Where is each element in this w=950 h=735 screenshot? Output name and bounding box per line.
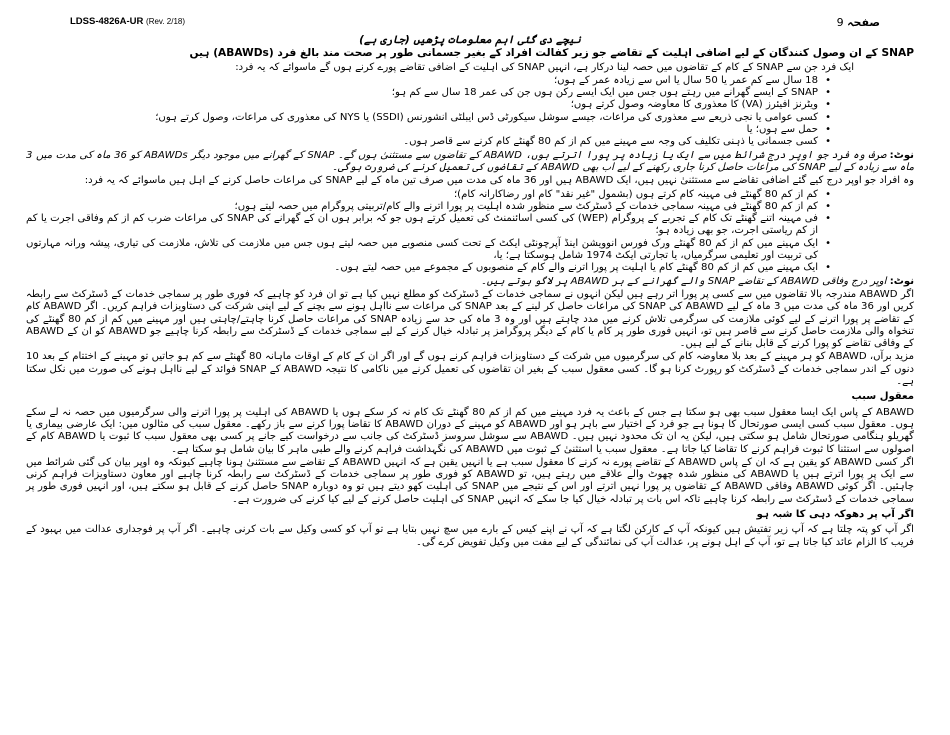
note-text: اوپر درج وفاقی ABAWD کے تقاضے SNAP والے گھرانے کے ہر ABAWD پر لاگو ہوتے ہیں۔ — [480, 275, 887, 287]
page-number-value: 9 — [836, 16, 844, 29]
paragraph-good-cause-1: ABAWD کے پاس ایک ایسا معقول سبب بھی ہو سکتا ہے جس کے باعث یہ فرد مہینے میں کم از کم 80 گھنٹے تک کام نہ کر سکے ہوں یا ABAWD کی اہلیت پر پورا اترنے والی سرگرمیوں میں حصہ نہ لے سکے ہوں۔ معقول سبب کسی ایسی صورتحال کا ہونا ہے جو فرد کے اختیار سے باہر ہو اور ABAWD کو مہینے کے دوران ABAWD کا تقاضا پورا کرنے سے باز رکھے۔ معقول سبب کی مثالوں میں: ایک عارضی بیماری یا گھریلو ہنگامی صورتحال شامل ہو سکتی ہیں، لیکن یہ ان تک محدود نہیں ہیں۔ ABAWD سے سوشل سروسز ڈسٹرکٹ کی جانب سے درخواست کیے جانے پر کسی بھی معقول سبب کا ثبوت یا ABAWD کام کے اصولوں سے استثنا کا ثبوت فراہم کرنے کا تقاضا کیا جاتا ہے۔ معقول سبب یا استثنیٰ کے ثبوت میں ABAWD کی نگہداشت فراہم کرنے والے طبی ماہر کا بیان شامل ہو سکتا ہے۔ — [26, 406, 914, 455]
requirement-item: • فی مہینہ اتنے گھنٹے تک کام کے تجربے کے پروگرام (WEP) کی کسی اسائنمنٹ کی تعمیل کرتے ہوں جو کہ برابر ہوں ان کے گھرانے کی SNAP کی مراعات ضرب کم از کم وفاقی اجرت یا کم از کم ریاستی اجرت، جو بھی زیادہ ہو؛ — [26, 213, 818, 238]
note-applicability — [26, 276, 914, 288]
requirements-list — [26, 189, 914, 275]
exemption-item: • حمل سے ہوں؛ یا — [26, 124, 818, 136]
page-number-label: صفحہ — [847, 16, 880, 29]
note-exemptions — [26, 150, 914, 175]
note-text: صرف وہ فرد جو اوپر درج شرائط میں سے ایک یا زیادہ پر پورا اترتے ہوں، ABAWD کے تقاضوں سے مستثنیٰ ہوں گے۔ SNAP کے گھرانے میں موجود دیگر ABAWDs کو 36 ماہ کی مدت میں 3 ماہ سے زیادہ کے لیے SNAP کی مراعات حاصل کرنا جاری رکھنے کے لیے اب بھی ABAWD کے تقاضوں کی تعمیل کرنے کی ضرورت ہوگی۔ — [26, 149, 914, 173]
section-title: SNAP کے ان وصول کنندگان کے لیے اضافی اہلیت کے تقاضے جو زیر کفالت افراد کے بغیر جسمانی طور پر صحت مند بالغ فرد (ABAWDs) ہیں — [189, 47, 914, 60]
requirements-intro: وہ افراد جو اوپر درج کیے گئے اضافی تقاضے سے مستثنیٰ نہیں ہیں، ایک ABAWD ہیں اور 36 ماہ کی مدت میں صرف تین ماہ کے لیے SNAP کی مراعات حاصل کرنے کے اہل ہیں ماسوائے کہ یہ فرد: — [84, 175, 914, 187]
requirement-item: • ایک مہینے میں کم از کم 80 گھنٹے ورک فورس انوویشن اینڈ آپرچونٹی ایکٹ کے تحت کسی منصوبے میں حصہ لیتے ہوں جس میں ملازمت کی تلاش، ملازمت کی تیاری، پیشہ ورانہ مہارتوں کی تربیت اور تعلیمی سرگرمیاں، یا تجارتی ایکٹ 1974 شامل ہوسکتا ہے؛ یا، — [26, 238, 818, 263]
heading-good-cause: معقول سبب — [851, 391, 914, 403]
paragraph-compliance: اگر ABAWD مندرجہ بالا تقاضوں میں سے کسی پر پورا اتر رہے ہیں لیکن انہوں نے سماجی خدمات کے ڈسٹرکٹ کو مطلع نہیں کیا ہے تو ان فرد کو چاہیے کہ فوری طور پر سماجی خدمات کے ڈسٹرکٹ سے رابطہ کریں اور 36 ماہ کی مدت میں 3 ماہ کے لیے ABAWD کی SNAP کی مراعات حاصل کر لینے کے بعد SNAP کی مراعات سے نااہل ہونے سے بچنے کے لیے اپنی شرکت کی دستاویزات فراہم کریں۔ اگر ABAWD کام کے تقاضے پر پورا اترنے کے لیے کوئی ملازمت کی سرگرمی تلاش کرنے میں مدد چاہتے ہیں اور وہ 3 ماہ کی حد سے زیادہ SNAP کی مراعات حاصل کرنا چاہتے/چاہتی ہیں اور مہینے میں کم از کم 80 گھنٹے کی تنخواہ والی ملازمت حاصل کرنے سے قاصر ہیں تو، انہیں فوری طور پر کام یا کام کے دیگر پروگرامز پر تبادلہ خیال کرنے کے لیے سماجی خدمات کے ڈسٹرکٹ سے رابطہ کرنا چاہیے جو ABAWD کو ان کے ABAWD کے وفاقی تقاضے کو پورا کرنے کے قابل بنانے کے لیے ہیں۔ — [26, 288, 914, 350]
page-number — [837, 16, 880, 29]
requirement-item: • ایک مہینے میں کم از کم 80 گھنٹے کام یا اہلیت پر پورا اترنے والے کام کے منصوبوں کے مجموعے میں حصہ لیتے ہوں۔ — [26, 262, 818, 274]
document-subtitle: نیچے دی گئی اہم معلومات پڑھیں (جاری ہے) — [359, 34, 581, 46]
page-header — [70, 16, 880, 34]
requirement-item: • کم از کم 80 گھنٹے فی مہینہ کام کرتے ہوں (بشمول "غیر نقد" کام اور رضاکارانہ کام)؛ — [26, 189, 818, 201]
exemption-item: • 18 سال سے کم عمر یا 50 سال یا اس سے زیادہ عمر کے ہوں؛ — [26, 75, 818, 87]
paragraph-fraud: اگر آپ کو پتہ چلتا ہے کہ آپ زیر تفتیش ہیں کیونکہ آپ کے کارکن لگتا ہے کہ آپ نے اپنے کیس کے بارے میں سچ نہیں بتایا ہے تو آپ کو کسی وکیل سے بات کرنی چاہیے۔ اگر آپ پر فوجداری عدالت میں بہبود کے فریب کا الزام عائد کیا جاتا ہے تو، آپ کے اہل ہونے پر، عدالت آپ کی نمائندگی کے لیے مفت میں وکیل تفویض کرے گی۔ — [26, 524, 914, 548]
document-body — [26, 34, 914, 550]
form-identifier — [70, 16, 185, 27]
form-id-code: LDSS-4826A-UR — [70, 16, 144, 27]
exemption-intro: ایک فرد جن سے SNAP کے کام کے تقاضوں میں حصہ لینا درکار ہے، انہیں SNAP کی اہلیت کے اضافی تقاضے پورے کرنے ہوں گے ماسوائے کہ یہ فرد: — [235, 61, 854, 73]
requirement-item: • کم از کم 80 گھنٹے فی مہینہ سماجی خدمات کے ڈسٹرکٹ سے منظور شدہ اہلیت پر پورا اترنے والے کام/تربیتی پروگرام میں حصہ لیتے ہوں؛ — [26, 201, 818, 213]
form-revision: (Rev. 2/18) — [146, 17, 186, 26]
exemption-list — [26, 75, 914, 149]
exemption-item: • ویٹرنز افیئرز (VA) کا معذوری کا معاوضہ وصول کرتے ہوں؛ — [26, 99, 818, 111]
note-label: نوٹ: — [889, 149, 914, 161]
note-label: نوٹ: — [889, 275, 914, 287]
heading-fraud: اگر آپ پر دھوکہ دہی کا شبہ ہو — [756, 508, 914, 520]
exemption-item: • SNAP کے ایسے گھرانے میں رہتے ہوں جس میں ایک ایسے رکن ہوں جن کی عمر 18 سال سے کم ہو؛ — [26, 87, 818, 99]
exemption-item: • کسی عوامی یا نجی ذریعے سے معذوری کی مراعات، جیسے سوشل سیکورٹی ڈس ایبلٹی انشورنس (SSDI) یا NYS کی معذوری کی مراعات، وصول کرتے ہوں؛ — [26, 112, 818, 124]
exemption-item: • کسی جسمانی یا ذہنی تکلیف کی وجہ سے مہینے میں کم از کم 80 گھنٹے کام کرنے سے قاصر ہوں۔ — [26, 136, 818, 148]
paragraph-documentation: مزید برآں، ABAWD کو ہر مہینے کے بعد بلا معاوضہ کام کی سرگرمیوں میں شرکت کے دستاویزات فراہم کرنے ہوں گے اور اگر ان کے کام کے اوقات ماہانہ 80 گھنٹے سے کم ہو جاتیں تو مہینے کے اختتام کے بعد 10 دنوں کے اندر سماجی خدمات کے ڈسٹرکٹ کو رپورٹ کرنا ہو گا۔ کسی معقول سبب کے بغیر ان تقاضوں کی تعمیل کرنے میں ناکامی کا نتیجہ ABAWD کے SNAP فوائد کے لیے نااہل ہونے کی صورت میں نکل سکتا ہے۔ — [26, 351, 915, 388]
paragraph-good-cause-2: اگر کسی ABAWD کو یقین ہے کہ ان کے پاس ABAWD کے تقاضے پورے نہ کرنے کا معقول سبب ہے یا انہیں یقین ہے کہ انہیں ABAWD کے تقاضے سے مستثنیٰ ہونا چاہیے کیونکہ وہ اوپر بیان کی گئی شرائط میں سے ایک پر پورا اترتے ہیں یا ABAWD کی منظور شدہ چھوٹ والے علاقے میں رہتے ہیں، تو ABAWD کو فوری طور پر سماجی خدمات کے ڈسٹرکٹ سے رابطہ کرنا چاہیے اور معاون دستاویزات فراہم کرنی چاہئیں۔ اگر کوئی ABAWD وفاقی ABAWD کے تقاضوں پر پورا نہیں اترتے اور اس کے نتیجے میں SNAP کی اہلیت کھو دیتے ہیں تو وہ دوبارہ SNAP حاصل کرنے کے قابل ہو سکتے ہیں، اور انہیں فوری طور پر سماجی خدمات کے ڈسٹرکٹ سے رابطہ کرنا چاہیے تاکہ اس بات پر تبادلہ خیال کیا جا سکے کہ انہیں SNAP کی اہلیت حاصل کرنے کے لیے کیا کرنے کی ضرورت ہے۔ — [26, 456, 914, 505]
